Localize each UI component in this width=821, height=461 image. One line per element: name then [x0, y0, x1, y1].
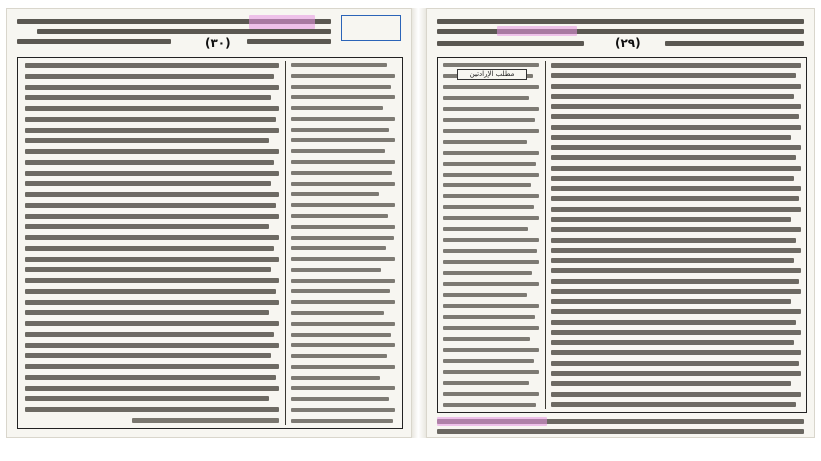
left-margin-caption	[341, 15, 401, 41]
left-page-number: (٣٠)	[205, 36, 231, 50]
left-page-header	[17, 15, 401, 53]
left-margin-commentary	[291, 63, 395, 423]
right-margin-commentary	[443, 63, 539, 407]
right-column-separator	[545, 61, 546, 409]
right-page-number: (٢٩)	[615, 36, 641, 50]
left-header-highlight	[249, 15, 315, 29]
left-page	[6, 8, 412, 438]
section-heading-box	[457, 69, 527, 80]
right-header-highlight	[497, 26, 577, 36]
right-footer-line-2	[437, 429, 804, 434]
left-main-text	[25, 63, 279, 423]
book-gutter	[412, 8, 426, 438]
section-heading: مطلب الإرادتين	[469, 70, 515, 78]
left-column-separator	[285, 61, 286, 425]
right-page-header	[437, 15, 804, 53]
right-main-text	[551, 63, 801, 407]
right-page	[426, 8, 815, 438]
right-footer-highlight	[437, 417, 547, 426]
